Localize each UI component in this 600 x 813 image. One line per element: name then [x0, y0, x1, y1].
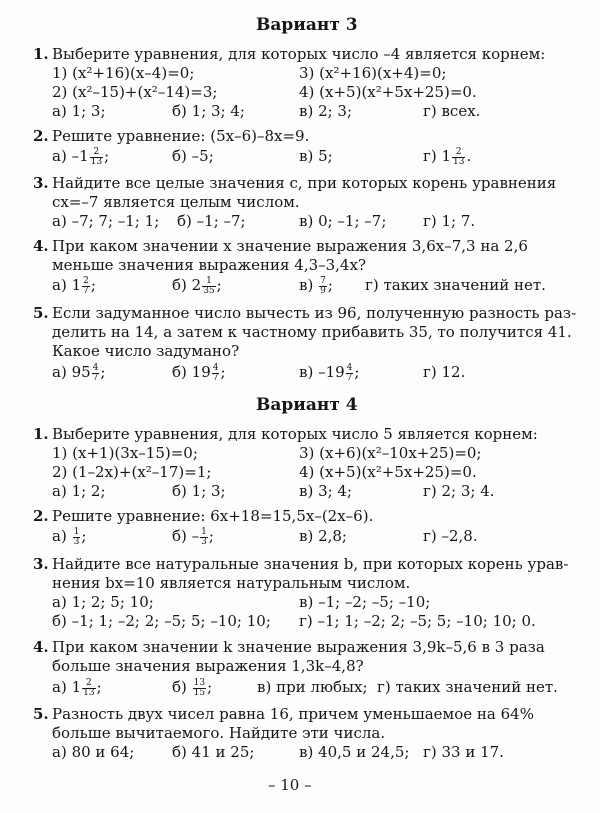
- v3-q2-answer-b: б) –5;: [172, 147, 214, 165]
- v4-q1-text: Выберите уравнения, для которых число 5 является корнем:: [52, 425, 538, 443]
- v4-q3-line1: Найдите все натуральные значения b, при которых корень урав-: [52, 555, 569, 573]
- v3-q3-number: 3.: [33, 174, 49, 192]
- v4-q4-answer-a: а) 1 $\frac{2}{13}$ ;: [52, 677, 102, 698]
- v4-q4-answer-b: б) $\frac{13}{15}$ ;: [172, 677, 213, 698]
- v4-q4-answer-d: г) таких значений нет.: [377, 678, 558, 696]
- v4-q5-answer-c: в) 40,5 и 24,5;: [299, 743, 410, 761]
- v4-q1-eq3: 3) (x+6)(x²–10x+25)=0;: [299, 444, 482, 462]
- v3-q4-number: 4.: [33, 237, 49, 255]
- v3-q1-eq4: 4) (x+5)(x²+5x+25)=0.: [299, 83, 477, 101]
- v3-q4-line1: При каком значении x значение выражения 3,6x–7,3 на 2,6: [52, 237, 528, 255]
- v4-q1-number: 1.: [33, 425, 49, 443]
- v3-q1-answer-c: в) 2; 3;: [299, 102, 353, 120]
- v3-q5-answer-a: а) 95 $\frac{4}{7}$ ;: [52, 362, 106, 383]
- v3-q5-number: 5.: [33, 304, 49, 322]
- v4-q3-answer-d: г) –1; 1; –2; 2; –5; 5; –10; 10; 0.: [299, 612, 536, 630]
- v4-q1-answer-d: г) 2; 3; 4.: [423, 482, 495, 500]
- v3-q5-answer-b: б) 19 $\frac{4}{7}$ ;: [172, 362, 226, 383]
- v4-q4-line1: При каком значении k значение выражения 3,9k–5,6 в 3 раза: [52, 638, 545, 656]
- v3-q3-answer-c: в) 0; –1; –7;: [299, 212, 387, 230]
- v3-q4-answer-a: а) 1 $\frac{2}{7}$ ;: [52, 275, 96, 296]
- v4-q2-answer-a: а) $\frac{1}{3}$ ;: [52, 526, 87, 547]
- v3-q2-text: Решите уравнение: (5x–6)–8x=9.: [52, 127, 310, 145]
- v4-q3-answer-b: б) –1; 1; –2; 2; –5; 5; –10; 10;: [52, 612, 271, 630]
- v4-q1-eq2: 2) (1–2x)+(x²–17)=1;: [52, 463, 212, 481]
- v3-q1-eq1: 1) (x²+16)(x–4)=0;: [52, 64, 195, 82]
- v4-q2-answer-b: б) – $\frac{1}{3}$ ;: [172, 526, 214, 547]
- v3-q1-number: 1.: [33, 45, 49, 63]
- v3-q4-answer-d: г) таких значений нет.: [365, 276, 546, 294]
- v4-q1-answer-a: а) 1; 2;: [52, 482, 106, 500]
- v3-q5-answer-c: в) –19 $\frac{4}{7}$ ;: [299, 362, 360, 383]
- page-number: – 10 –: [268, 776, 312, 794]
- v3-q1-text: Выберите уравнения, для которых число –4 является корнем:: [52, 45, 546, 63]
- v3-q3-answer-b: б) –1; –7;: [177, 212, 246, 230]
- v3-q5-line1: Если задуманное число вычесть из 96, полученную разность раз-: [52, 304, 577, 322]
- v4-q3-answer-a: а) 1; 2; 5; 10;: [52, 593, 154, 611]
- v3-q3-line2: cx=–7 является целым числом.: [52, 193, 300, 211]
- v3-q1-eq2: 2) (x²–15)+(x²–14)=3;: [52, 83, 218, 101]
- v4-q1-eq4: 4) (x+5)(x²+5x+25)=0.: [299, 463, 477, 481]
- v4-q5-number: 5.: [33, 705, 49, 723]
- v3-q4-answer-b: б) 2 $\frac{1}{35}$ ;: [172, 275, 222, 296]
- v3-q5-answer-d: г) 12.: [423, 363, 466, 381]
- v4-q3-line2: нения bx=10 является натуральным числом.: [52, 574, 411, 592]
- v4-q2-answer-d: г) –2,8.: [423, 527, 478, 545]
- v3-q1-answer-a: а) 1; 3;: [52, 102, 106, 120]
- v4-q5-answer-b: б) 41 и 25;: [172, 743, 255, 761]
- v4-q5-answer-d: г) 33 и 17.: [423, 743, 504, 761]
- v3-q4-line2: меньше значения выражения 4,3–3,4x?: [52, 256, 366, 274]
- variant-3-title: Вариант 3: [256, 15, 358, 35]
- v4-q4-line2: больше значения выражения 1,3k–4,8?: [52, 657, 364, 675]
- variant-4-title: Вариант 4: [256, 395, 358, 415]
- v4-q2-number: 2.: [33, 507, 49, 525]
- v4-q2-answer-c: в) 2,8;: [299, 527, 347, 545]
- v3-q2-answer-d: г) 1 $\frac{2}{13}$ .: [423, 146, 472, 167]
- v4-q3-number: 3.: [33, 555, 49, 573]
- v3-q5-line3: Какое число задумано?: [52, 342, 240, 360]
- v4-q5-answer-a: а) 80 и 64;: [52, 743, 135, 761]
- v3-q2-number: 2.: [33, 127, 49, 145]
- v4-q4-number: 4.: [33, 638, 49, 656]
- v3-q4-answer-c: в) $\frac{7}{9}$ ;: [299, 275, 333, 296]
- v3-q3-answer-d: г) 1; 7.: [423, 212, 476, 230]
- v3-q1-eq3: 3) (x²+16)(x+4)=0;: [299, 64, 447, 82]
- v3-q3-line1: Найдите все целые значения c, при которых корень уравнения: [52, 174, 557, 192]
- v3-q2-answer-c: в) 5;: [299, 147, 333, 165]
- v4-q3-answer-c: в) –1; –2; –5; –10;: [299, 593, 431, 611]
- v4-q5-line2: больше вычитаемого. Найдите эти числа.: [52, 724, 386, 742]
- v3-q1-answer-b: б) 1; 3; 4;: [172, 102, 245, 120]
- v3-q2-answer-a: а) –1 $\frac{2}{13}$ ;: [52, 146, 110, 167]
- v4-q4-answer-c: в) при любых;: [257, 678, 368, 696]
- v4-q2-text: Решите уравнение: 6x+18=15,5x–(2x–6).: [52, 507, 374, 525]
- v4-q5-line1: Разность двух чисел равна 16, причем уменьшаемое на 64%: [52, 705, 534, 723]
- v3-q5-line2: делить на 14, а затем к частному прибавить 35, то получится 41.: [52, 323, 572, 341]
- v3-q1-answer-d: г) всех.: [423, 102, 481, 120]
- v4-q1-answer-b: б) 1; 3;: [172, 482, 226, 500]
- v4-q1-eq1: 1) (x+1)(3x–15)=0;: [52, 444, 198, 462]
- v4-q1-answer-c: в) 3; 4;: [299, 482, 353, 500]
- v3-q3-answer-a: а) –7; 7; –1; 1;: [52, 212, 160, 230]
